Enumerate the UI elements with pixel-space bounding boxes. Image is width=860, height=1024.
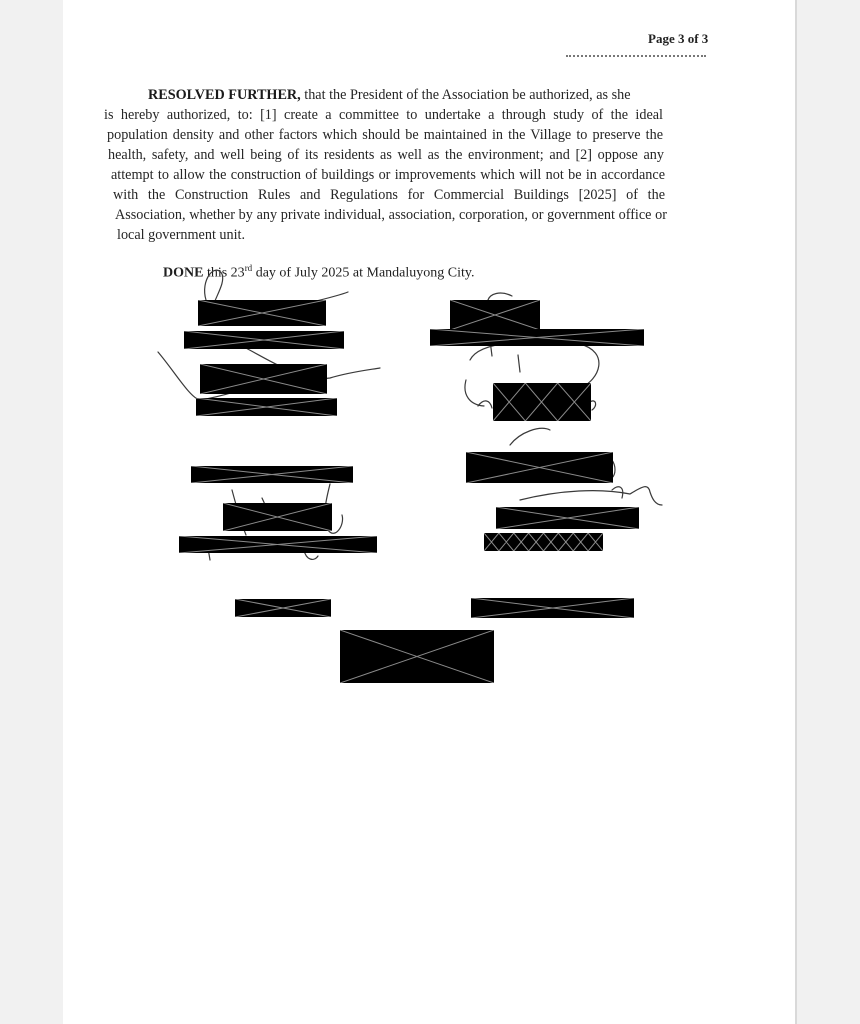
redaction-block xyxy=(471,598,634,618)
resolution-line-4: health, safety, and well being of its residents as well as the environment; and [2] oppose any xyxy=(108,147,664,163)
signature-stroke-10 xyxy=(510,428,550,445)
redaction-block xyxy=(235,599,331,617)
redaction-block xyxy=(496,507,639,529)
redaction-block xyxy=(466,452,613,483)
done-ordinal: rd xyxy=(244,263,253,273)
redaction-block xyxy=(450,300,540,330)
redaction-block xyxy=(430,329,644,346)
signature-stroke-6 xyxy=(470,342,599,388)
redaction-block-multi xyxy=(493,383,591,421)
resolution-line-7: Association, whether by any private individual, association, corporation, or government office or xyxy=(115,207,667,223)
done-lead: DONE xyxy=(163,265,204,281)
resolution-line-2: is hereby authorized, to: [1] create a committee to undertake a through study of the ideal xyxy=(104,107,663,123)
redaction-block xyxy=(223,503,332,531)
redaction-block xyxy=(191,466,353,483)
redaction-block xyxy=(184,331,344,349)
resolution-line-3: population density and other factors which should be maintained in the Village to preserve the xyxy=(107,127,663,143)
resolution-line-1-text: that the President of the Association be authorized, as she xyxy=(304,87,631,103)
done-text-pre: this 23 xyxy=(203,265,245,281)
redaction-block xyxy=(340,630,494,683)
signature-stroke-8 xyxy=(518,355,520,372)
redaction-block xyxy=(179,536,377,553)
resolution-line-8: local government unit. xyxy=(117,227,246,243)
signature-stroke-18 xyxy=(478,401,492,408)
signature-stroke-16 xyxy=(520,487,662,505)
resolution-lead: RESOLVED FURTHER, xyxy=(148,87,301,103)
resolution-line-6: with the Construction Rules and Regulations for Commercial Buildings [2025] of the xyxy=(113,187,665,203)
signature-stroke-5 xyxy=(488,293,512,300)
redaction-block-multi xyxy=(484,533,603,551)
redaction-block xyxy=(198,300,326,326)
resolution-line-5: attempt to allow the construction of buildings or improvements which will not be in accordance xyxy=(111,167,665,183)
done-text-post: day of July 2025 at Mandaluyong City. xyxy=(252,265,475,281)
page-number: Page 3 of 3 xyxy=(648,31,709,46)
redaction-block xyxy=(200,364,327,394)
redaction-block xyxy=(196,398,337,416)
